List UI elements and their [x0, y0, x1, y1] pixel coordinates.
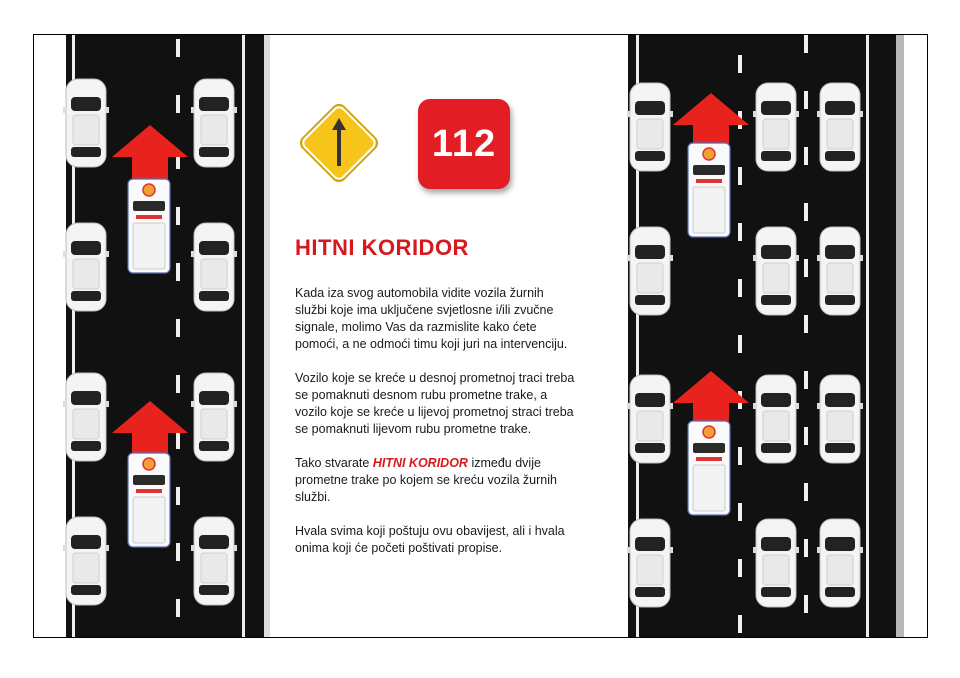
- car: [63, 79, 109, 167]
- car: [817, 375, 863, 463]
- info-text: [295, 285, 577, 574]
- page-title: HITNI KORIDOR: [295, 235, 469, 260]
- red-arrow-icon: [112, 401, 188, 459]
- red-arrow-icon: [673, 371, 749, 429]
- paragraph: Hvala svima koji poštuju ovu obavijest, ali i hvala onima koji će početi poštivati propise.: [295, 524, 565, 555]
- car: [753, 83, 799, 171]
- emergency-number-badge: 112: [418, 99, 510, 189]
- car: [627, 227, 673, 315]
- car: [753, 375, 799, 463]
- car: [817, 227, 863, 315]
- paragraph: Kada iza svog automobila vidite vozila žurnih službi koje ima uključene svjetlosne i/ili zvučne signale, molimo Vas da razmislite kako ćete pomoći, a ne odmoći timu koji juri na intervenciju.: [295, 286, 568, 351]
- paragraph-text: Tako stvarate: [295, 456, 373, 470]
- paragraph: Vozilo koje se kreće u desnoj prometnoj traci treba se pomaknuti desnom rubu prometne trake, a vozilo koje se kreće u lijevoj prometnoj straci treba se pomaknuti lijevom rubu prometne trake.: [295, 371, 575, 436]
- red-arrow-icon: [673, 93, 749, 151]
- ambulance: [688, 143, 730, 237]
- paragraph: [295, 455, 577, 506]
- car: [191, 517, 237, 605]
- car: [191, 373, 237, 461]
- straight-ahead-sign-icon: [294, 98, 384, 188]
- car: [191, 223, 237, 311]
- paragraph-text: između dvije prometne trake po kojem se kreću vozila žurnih službi.: [295, 456, 557, 504]
- ambulance: [128, 453, 170, 547]
- car: [817, 83, 863, 171]
- car: [191, 79, 237, 167]
- car: [627, 83, 673, 171]
- car: [63, 373, 109, 461]
- car: [627, 519, 673, 607]
- red-arrow-icon: [112, 125, 188, 183]
- ambulance: [688, 421, 730, 515]
- car: [753, 227, 799, 315]
- car: [753, 519, 799, 607]
- highlight-text: HITNI KORIDOR: [372, 456, 468, 470]
- car: [63, 517, 109, 605]
- car: [817, 519, 863, 607]
- car: [627, 375, 673, 463]
- ambulance: [128, 179, 170, 273]
- poster-frame: [33, 34, 928, 638]
- car: [63, 223, 109, 311]
